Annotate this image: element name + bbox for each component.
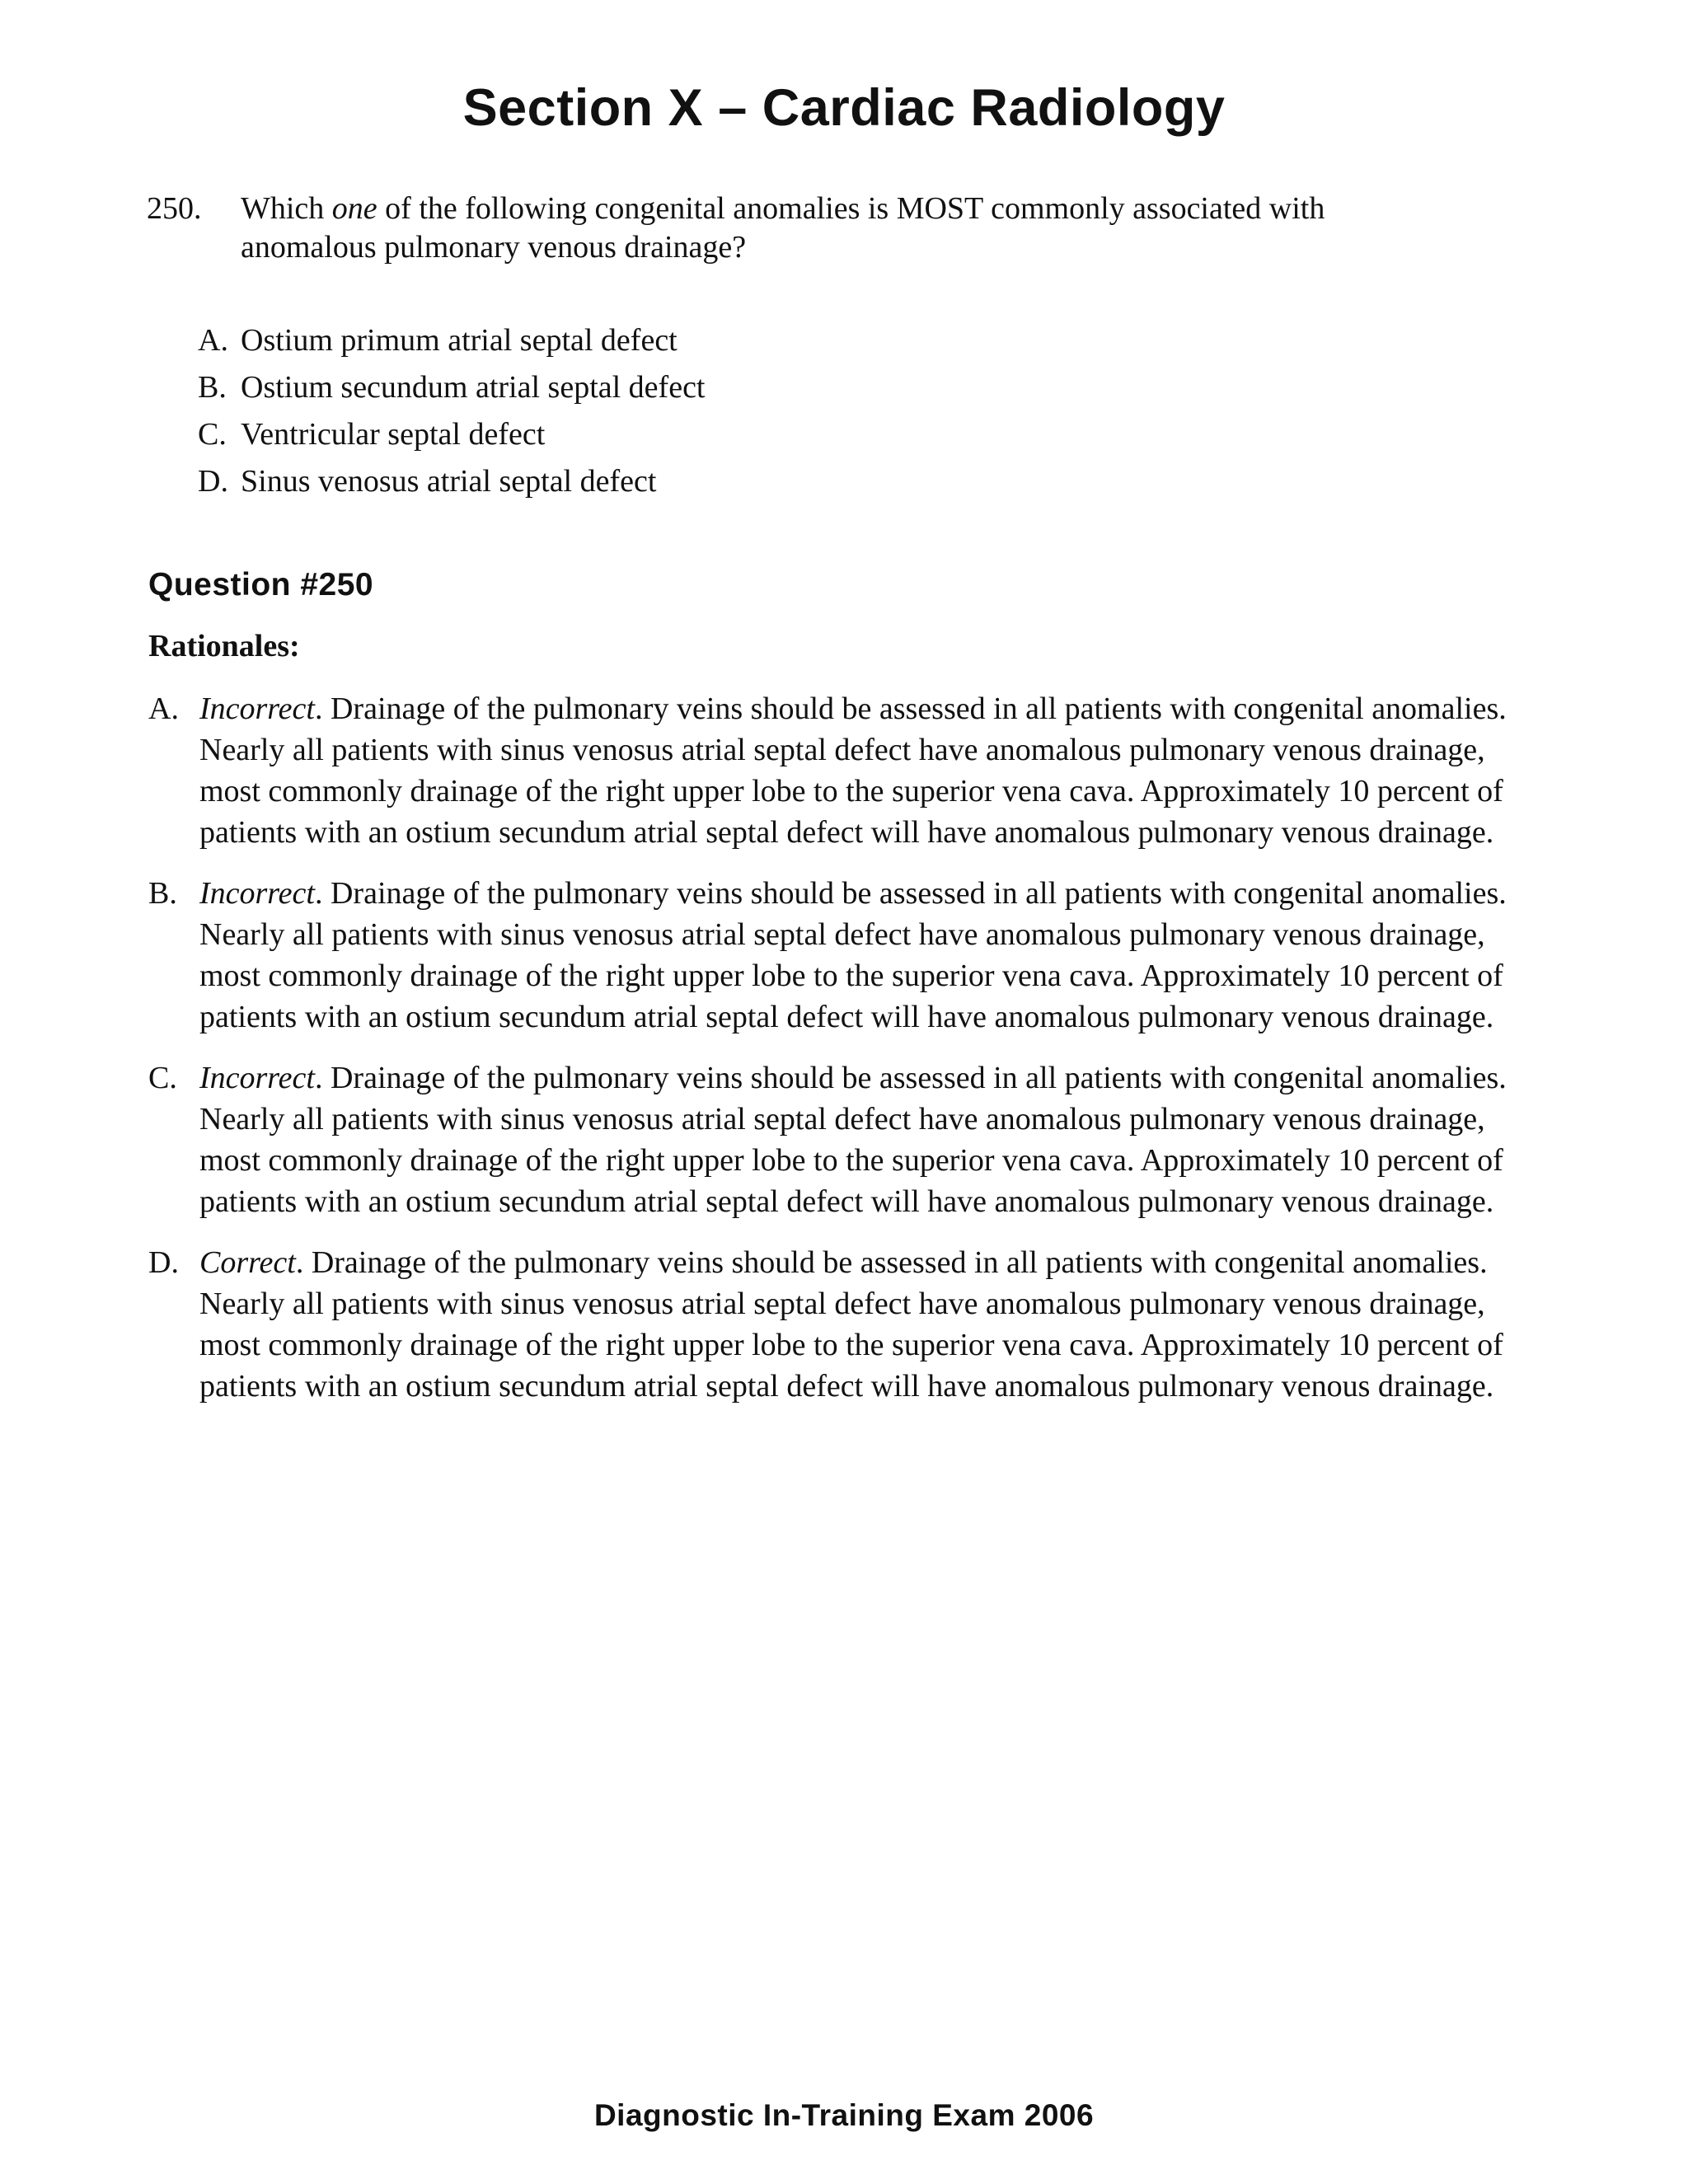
rationale-verdict: Correct bbox=[199, 1245, 296, 1280]
answer-option-b bbox=[198, 364, 1434, 411]
rationale-letter: A. bbox=[148, 691, 179, 726]
rationale-verdict: Incorrect bbox=[199, 876, 315, 911]
question-emphasis: one bbox=[331, 191, 377, 226]
page-footer: Diagnostic In-Training Exam 2006 bbox=[593, 2098, 1095, 2132]
page-title: Section X – Cardiac Radiology bbox=[462, 79, 1226, 137]
rationale-letter: C. bbox=[148, 1061, 177, 1095]
answer-option-d bbox=[198, 458, 1434, 505]
option-letter: B. bbox=[198, 370, 227, 405]
option-letter: A. bbox=[198, 323, 228, 358]
option-text: Ostium primum atrial septal defect bbox=[241, 323, 678, 358]
question-number: 250. bbox=[147, 191, 202, 226]
rationale-text: . Drainage of the pulmonary veins should be assessed in all patients with congenital anomalies. Nearly all patients with sinus venosus atrial septal defect have anomalous pulmonary venous drainage, most commonly drainage of the right upper lobe to the superior vena cava. Approximately 10 percent of patients with an ostium secundum atrial septal defect will have anomalous pulmonary venous drainage. bbox=[199, 1245, 1503, 1404]
rationale-text: . Drainage of the pulmonary veins should be assessed in all patients with congenital anomalies. Nearly all patients with sinus venosus atrial septal defect have anomalous pulmonary venous drainage, most commonly drainage of the right upper lobe to the superior vena cava. Approximately 10 percent of patients with an ostium secundum atrial septal defect will have anomalous pulmonary venous drainage. bbox=[199, 691, 1507, 850]
option-text: Sinus venosus atrial septal defect bbox=[241, 464, 657, 499]
question-text: Which one of the following congenital anomalies is MOST commonly associated with anomalous pulmonary venous drainage? bbox=[241, 191, 1325, 265]
option-text: Ostium secundum atrial septal defect bbox=[241, 370, 706, 405]
rationale-c bbox=[148, 1057, 1533, 1222]
answer-heading: Question #250 bbox=[148, 567, 374, 602]
rationale-d bbox=[148, 1242, 1533, 1407]
option-letter: D. bbox=[198, 464, 228, 499]
answer-option-c bbox=[198, 411, 1434, 458]
rationale-text: . Drainage of the pulmonary veins should be assessed in all patients with congenital anomalies. Nearly all patients with sinus venosus atrial septal defect have anomalous pulmonary venous drainage, most commonly drainage of the right upper lobe to the superior vena cava. Approximately 10 percent of patients with an ostium secundum atrial septal defect will have anomalous pulmonary venous drainage. bbox=[199, 876, 1507, 1034]
rationale-verdict: Incorrect bbox=[199, 1061, 315, 1095]
question-stem bbox=[147, 190, 1432, 267]
rationale-b bbox=[148, 873, 1533, 1038]
answer-option-a bbox=[198, 317, 1434, 364]
rationale-letter: D. bbox=[148, 1245, 179, 1280]
rationales-label: Rationales: bbox=[148, 629, 300, 663]
rationale-letter: B. bbox=[148, 876, 177, 911]
answer-options bbox=[198, 317, 1434, 505]
rationale-text: . Drainage of the pulmonary veins should be assessed in all patients with congenital anomalies. Nearly all patients with sinus venosus atrial septal defect have anomalous pulmonary venous drainage, most commonly drainage of the right upper lobe to the superior vena cava. Approximately 10 percent of patients with an ostium secundum atrial septal defect will have anomalous pulmonary venous drainage. bbox=[199, 1061, 1507, 1219]
rationale-a bbox=[148, 688, 1533, 853]
rationales-list bbox=[148, 688, 1533, 1427]
option-letter: C. bbox=[198, 417, 227, 452]
option-text: Ventricular septal defect bbox=[241, 417, 546, 452]
rationale-verdict: Incorrect bbox=[199, 691, 315, 726]
